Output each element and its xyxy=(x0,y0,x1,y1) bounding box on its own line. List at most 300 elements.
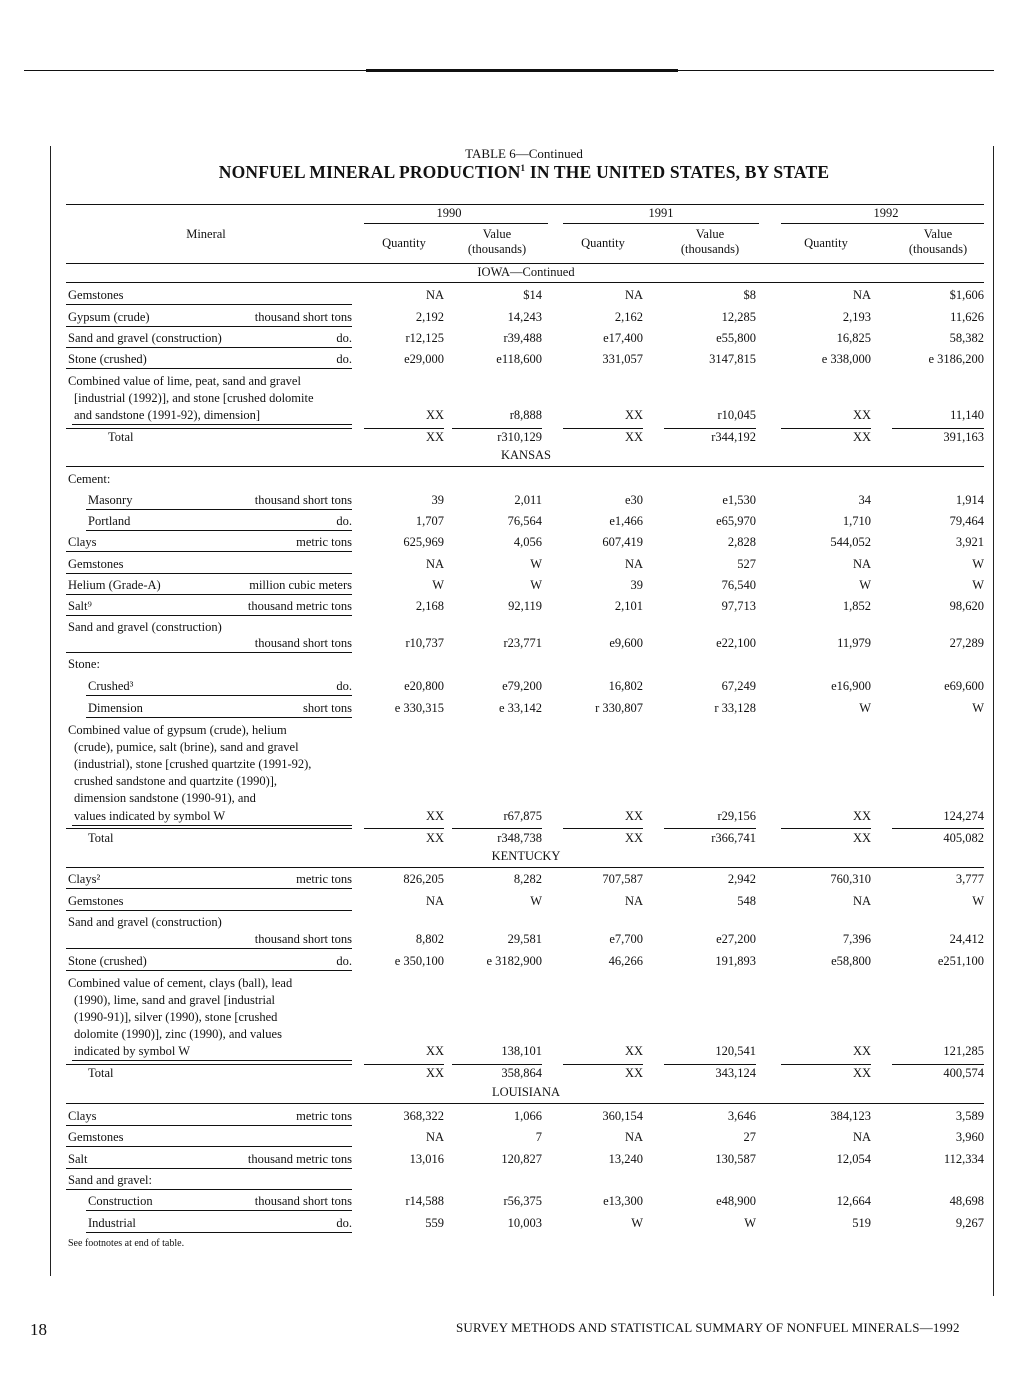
row-rule xyxy=(86,1232,352,1233)
row-value-cell: e 3182,900 xyxy=(486,954,542,968)
quantity-1992-header: Quantity xyxy=(804,236,848,250)
row-value-cell: 7 xyxy=(535,1130,542,1144)
value-1990-header-line1: Value xyxy=(482,227,512,241)
row-value-cell: 1,914 xyxy=(955,493,984,507)
row-rule xyxy=(86,717,352,718)
row-value-cell: r12,125 xyxy=(405,331,444,345)
total-rule xyxy=(664,1064,756,1065)
row-label: (industrial), stone [crushed quartzite (1991-92), xyxy=(74,757,312,771)
row-value-cell: e251,100 xyxy=(937,954,984,968)
row-value-cell: 544,052 xyxy=(830,535,871,549)
row-value-cell: 760,310 xyxy=(830,872,871,886)
row-value-cell: 391,163 xyxy=(943,430,984,444)
row-value-cell: XX xyxy=(852,430,871,444)
row-value-cell: 191,893 xyxy=(715,954,756,968)
row-value-cell: NA xyxy=(624,557,643,571)
quantity-1991-header: Quantity xyxy=(581,236,625,250)
row-unit: million cubic meters xyxy=(249,578,352,592)
row-value-cell: 358,864 xyxy=(501,1066,542,1080)
row-value-cell: $1,606 xyxy=(949,288,984,302)
row-value-cell: r56,375 xyxy=(503,1194,542,1208)
row-value-cell: r67,875 xyxy=(503,809,542,823)
row-unit: do. xyxy=(336,514,352,528)
row-value-cell: 46,266 xyxy=(608,954,643,968)
row-value-cell: NA xyxy=(852,557,871,571)
total-rule xyxy=(892,828,984,829)
row-value-cell: 67,249 xyxy=(721,679,756,693)
row-rule xyxy=(86,530,352,531)
row-value-cell: 27,289 xyxy=(949,636,984,650)
row-label: Salt xyxy=(68,1152,88,1166)
table-title-footnote-mark: 1 xyxy=(520,163,526,174)
row-rule xyxy=(86,509,352,510)
row-value-cell: 39 xyxy=(431,493,444,507)
row-value-cell: 519 xyxy=(852,1216,871,1230)
row-label: Combined value of gypsum (crude), helium xyxy=(68,723,287,737)
row-value-cell: 405,082 xyxy=(943,831,984,845)
row-rule xyxy=(66,948,352,949)
row-value-cell: 3147,815 xyxy=(709,352,756,366)
section-kentucky: KENTUCKY xyxy=(491,849,561,863)
row-label: Sand and gravel (construction) xyxy=(68,331,222,345)
value-1991-header xyxy=(664,227,756,257)
row-value-cell: XX xyxy=(425,430,444,444)
year-1992-header: 1992 xyxy=(873,206,899,220)
row-label: Gemstones xyxy=(68,1130,124,1144)
row-value-cell: W xyxy=(744,1216,756,1230)
row-unit: do. xyxy=(336,331,352,345)
row-rule xyxy=(66,1189,352,1190)
row-value-cell: 13,240 xyxy=(608,1152,643,1166)
row-value-cell: 826,205 xyxy=(403,872,444,886)
row-value-cell: 400,574 xyxy=(943,1066,984,1080)
total-rule xyxy=(452,1064,542,1065)
row-value-cell: XX xyxy=(852,831,871,845)
row-value-cell: 12,054 xyxy=(836,1152,871,1166)
row-value-cell: e7,700 xyxy=(609,932,643,946)
total-rule xyxy=(364,828,444,829)
row-value-cell: 3,960 xyxy=(955,1130,984,1144)
row-rule xyxy=(66,304,352,305)
row-unit: thousand metric tons xyxy=(247,1152,352,1166)
row-value-cell: e 33,142 xyxy=(498,701,542,715)
row-value-cell: 138,101 xyxy=(501,1044,542,1058)
total-rule xyxy=(892,428,984,429)
row-rule xyxy=(72,825,352,826)
total-rule xyxy=(66,428,352,429)
mineral-header: Mineral xyxy=(186,227,226,241)
row-label: Dimension xyxy=(88,701,143,715)
row-value-cell: 2,011 xyxy=(514,493,542,507)
row-value-cell: e58,800 xyxy=(831,954,871,968)
row-label: Gemstones xyxy=(68,288,124,302)
row-rule xyxy=(66,1125,352,1126)
row-label: Gemstones xyxy=(68,557,124,571)
row-value-cell: NA xyxy=(425,1130,444,1144)
row-value-cell: r 330,807 xyxy=(595,701,643,715)
value-1990-header xyxy=(452,227,542,257)
section-louisiana-rule xyxy=(66,1103,984,1104)
row-unit: do. xyxy=(336,352,352,366)
row-label: Clays xyxy=(68,535,97,549)
row-value-cell: r8,888 xyxy=(509,408,542,422)
row-value-cell: XX xyxy=(425,809,444,823)
row-value-cell: 625,969 xyxy=(403,535,444,549)
row-rule xyxy=(66,910,352,911)
row-value-cell: 527 xyxy=(737,557,756,571)
row-value-cell: 24,412 xyxy=(949,932,984,946)
total-rule xyxy=(563,1064,643,1065)
row-rule xyxy=(66,368,352,369)
row-rule xyxy=(66,594,352,595)
value-1992-header-line2: (thousands) xyxy=(908,242,968,256)
row-value-cell: $14 xyxy=(523,288,542,302)
row-value-cell: W xyxy=(972,894,984,908)
table-title xyxy=(0,162,1033,183)
year-1991-header: 1991 xyxy=(648,206,674,220)
row-value-cell: e65,970 xyxy=(716,514,756,528)
row-value-cell: e1,530 xyxy=(722,493,756,507)
row-value-cell: e22,100 xyxy=(716,636,756,650)
row-value-cell: 707,587 xyxy=(602,872,643,886)
row-value-cell: 121,285 xyxy=(943,1044,984,1058)
row-value-cell: e20,800 xyxy=(404,679,444,693)
row-value-cell: 1,710 xyxy=(842,514,871,528)
row-value-cell: W xyxy=(972,557,984,571)
row-label: Combined value of cement, clays (ball), lead xyxy=(68,976,293,990)
row-label: (1990-91)], silver (1990), stone [crushed xyxy=(74,1010,278,1024)
section-kansas: KANSAS xyxy=(500,448,551,462)
row-value-cell: 112,334 xyxy=(943,1152,984,1166)
row-value-cell: 368,322 xyxy=(403,1109,444,1123)
year-1992-rule xyxy=(781,223,984,224)
row-label: Helium (Grade-A) xyxy=(68,578,161,592)
row-value-cell: e55,800 xyxy=(716,331,756,345)
row-value-cell: e30 xyxy=(624,493,643,507)
row-label: dimension sandstone (1990-91), and xyxy=(74,791,256,805)
year-1990-rule xyxy=(364,223,548,224)
total-rule xyxy=(892,1064,984,1065)
row-value-cell: r14,588 xyxy=(405,1194,444,1208)
row-rule xyxy=(66,347,352,348)
row-unit: thousand short tons xyxy=(254,1194,352,1208)
row-value-cell: r344,192 xyxy=(711,430,756,444)
left-margin-line xyxy=(50,146,51,1276)
row-value-cell: 11,979 xyxy=(837,636,871,650)
row-value-cell: 2,942 xyxy=(727,872,756,886)
year-1990-header: 1990 xyxy=(436,206,462,220)
row-value-cell: W xyxy=(972,578,984,592)
header-bottom-rule xyxy=(66,263,984,264)
row-value-cell: XX xyxy=(852,1044,871,1058)
row-value-cell: 79,464 xyxy=(949,514,984,528)
row-value-cell: e 330,315 xyxy=(394,701,444,715)
row-value-cell: 27 xyxy=(743,1130,756,1144)
row-value-cell: 11,140 xyxy=(950,408,984,422)
row-unit: thousand short tons xyxy=(254,636,352,650)
row-unit: do. xyxy=(336,679,352,693)
total-rule xyxy=(563,828,643,829)
row-rule xyxy=(66,652,352,653)
row-unit: short tons xyxy=(303,701,352,715)
row-value-cell: e48,900 xyxy=(716,1194,756,1208)
row-value-cell: 12,285 xyxy=(721,310,756,324)
row-unit: thousand short tons xyxy=(254,932,352,946)
row-label: Construction xyxy=(88,1194,153,1208)
row-value-cell: 130,587 xyxy=(715,1152,756,1166)
row-value-cell: 16,825 xyxy=(836,331,871,345)
row-unit: thousand short tons xyxy=(254,493,352,507)
row-value-cell: 2,192 xyxy=(415,310,444,324)
row-value-cell: 120,541 xyxy=(715,1044,756,1058)
row-value-cell: XX xyxy=(624,408,643,422)
row-label: crushed sandstone and quartzite (1990)], xyxy=(74,774,278,788)
row-value-cell: 3,589 xyxy=(955,1109,984,1123)
row-value-cell: 124,274 xyxy=(943,809,984,823)
row-label: Clays² xyxy=(68,872,101,886)
row-value-cell: NA xyxy=(425,288,444,302)
row-value-cell: r348,738 xyxy=(497,831,542,845)
row-value-cell: XX xyxy=(624,1044,643,1058)
section-kentucky-rule xyxy=(66,867,984,868)
total-rule xyxy=(364,428,444,429)
row-value-cell: 76,564 xyxy=(507,514,542,528)
row-label: Total xyxy=(108,430,134,444)
footnote: See footnotes at end of table. xyxy=(68,1238,185,1249)
row-value-cell: e69,600 xyxy=(944,679,984,693)
row-value-cell: 1,852 xyxy=(842,599,871,613)
value-1991-header-line1: Value xyxy=(695,227,725,241)
table-label: TABLE 6—Continued xyxy=(465,146,583,161)
row-value-cell: W xyxy=(530,557,542,571)
row-unit: do. xyxy=(336,1216,352,1230)
row-value-cell: e 350,100 xyxy=(394,954,444,968)
row-value-cell: XX xyxy=(425,831,444,845)
row-label: Masonry xyxy=(88,493,133,507)
table-title-text: NONFUEL MINERAL PRODUCTION xyxy=(218,162,521,182)
row-value-cell: r10,045 xyxy=(717,408,756,422)
total-rule xyxy=(66,1064,352,1065)
row-value-cell: W xyxy=(972,701,984,715)
row-value-cell: 2,828 xyxy=(727,535,756,549)
value-1992-header xyxy=(892,227,984,257)
row-value-cell: 2,101 xyxy=(614,599,643,613)
row-label: Industrial xyxy=(88,1216,136,1230)
row-value-cell: 7,396 xyxy=(842,932,871,946)
running-footer: SURVEY METHODS AND STATISTICAL SUMMARY OF NONFUEL MINERALS—1992 xyxy=(456,1320,960,1335)
row-value-cell: 48,698 xyxy=(949,1194,984,1208)
row-value-cell: e118,600 xyxy=(496,352,542,366)
row-value-cell: NA xyxy=(852,894,871,908)
row-value-cell: e16,900 xyxy=(831,679,871,693)
row-value-cell: 3,921 xyxy=(955,535,984,549)
row-rule xyxy=(72,1060,352,1061)
row-value-cell: 3,646 xyxy=(727,1109,756,1123)
row-value-cell: XX xyxy=(425,408,444,422)
row-value-cell: W xyxy=(859,578,871,592)
row-value-cell: 1,066 xyxy=(513,1109,542,1123)
total-rule xyxy=(781,1064,871,1065)
row-value-cell: 343,124 xyxy=(715,1066,756,1080)
row-value-cell: 76,540 xyxy=(721,578,756,592)
row-label: values indicated by symbol W xyxy=(74,809,226,823)
row-value-cell: 39 xyxy=(630,578,643,592)
row-rule xyxy=(66,1146,352,1147)
row-value-cell: XX xyxy=(425,1066,444,1080)
row-label: Salt⁹ xyxy=(68,599,92,613)
row-unit: metric tons xyxy=(296,872,352,886)
row-value-cell: 29,581 xyxy=(507,932,542,946)
total-rule xyxy=(452,428,542,429)
row-value-cell: W xyxy=(432,578,444,592)
row-value-cell: XX xyxy=(624,430,643,444)
row-value-cell: XX xyxy=(624,809,643,823)
row-rule xyxy=(86,695,352,696)
row-value-cell: XX xyxy=(624,1066,643,1080)
right-margin-line xyxy=(993,146,994,1296)
row-value-cell: e29,000 xyxy=(404,352,444,366)
row-value-cell: NA xyxy=(624,894,643,908)
row-label: (1990), lime, sand and gravel [industrial xyxy=(74,993,275,1007)
row-value-cell: $8 xyxy=(743,288,756,302)
section-louisiana: LOUISIANA xyxy=(491,1085,561,1099)
row-value-cell: 120,827 xyxy=(501,1152,542,1166)
row-label: Total xyxy=(88,831,114,845)
row-value-cell: 34 xyxy=(858,493,871,507)
total-rule xyxy=(781,428,871,429)
row-unit: thousand metric tons xyxy=(247,599,352,613)
row-label: Stone (crushed) xyxy=(68,352,147,366)
total-rule xyxy=(664,828,756,829)
row-value-cell: 2,168 xyxy=(415,599,444,613)
row-value-cell: XX xyxy=(852,809,871,823)
row-value-cell: 607,419 xyxy=(602,535,643,549)
row-rule xyxy=(66,970,352,971)
row-value-cell: 8,802 xyxy=(415,932,444,946)
row-value-cell: NA xyxy=(425,894,444,908)
row-label: Sand and gravel (construction) xyxy=(68,620,222,634)
row-value-cell: 97,713 xyxy=(721,599,756,613)
row-rule xyxy=(66,573,352,574)
row-value-cell: 1,707 xyxy=(415,514,444,528)
row-value-cell: 58,382 xyxy=(949,331,984,345)
row-label: Sand and gravel (construction) xyxy=(68,915,222,929)
row-value-cell: r310,129 xyxy=(497,430,542,444)
row-value-cell: e27,200 xyxy=(716,932,756,946)
row-value-cell: 14,243 xyxy=(507,310,542,324)
row-value-cell: 98,620 xyxy=(949,599,984,613)
row-label: Gypsum (crude) xyxy=(68,310,150,324)
row-rule xyxy=(66,888,352,889)
row-unit: metric tons xyxy=(296,1109,352,1123)
row-label: [industrial (1992)], and stone [crushed dolomite xyxy=(74,391,314,405)
row-label: Cement: xyxy=(68,472,111,486)
row-value-cell: 92,119 xyxy=(508,599,542,613)
row-label: and sandstone (1991-92), dimension] xyxy=(74,408,261,422)
row-value-cell: 2,162 xyxy=(614,310,643,324)
row-value-cell: XX xyxy=(624,831,643,845)
row-value-cell: 3,777 xyxy=(955,872,984,886)
row-label: indicated by symbol W xyxy=(74,1044,191,1058)
row-label: Gemstones xyxy=(68,894,124,908)
row-rule xyxy=(66,615,352,616)
row-value-cell: NA xyxy=(624,288,643,302)
year-1991-rule xyxy=(563,223,759,224)
row-value-cell: r23,771 xyxy=(503,636,542,650)
row-label: Total xyxy=(88,1066,114,1080)
row-value-cell: 559 xyxy=(425,1216,444,1230)
value-1990-header-line2: (thousands) xyxy=(467,242,527,256)
row-value-cell: e 3186,200 xyxy=(928,352,984,366)
row-value-cell: r10,737 xyxy=(405,636,444,650)
row-value-cell: 11,626 xyxy=(950,310,984,324)
row-value-cell: 9,267 xyxy=(955,1216,984,1230)
row-label: Combined value of lime, peat, sand and gravel xyxy=(68,374,301,388)
row-label: (crude), pumice, salt (brine), sand and gravel xyxy=(74,740,299,754)
row-unit: thousand short tons xyxy=(254,310,352,324)
value-1991-header-line2: (thousands) xyxy=(680,242,740,256)
row-value-cell: NA xyxy=(852,288,871,302)
page-number: 18 xyxy=(30,1320,47,1339)
total-rule xyxy=(781,828,871,829)
row-unit: do. xyxy=(336,954,352,968)
row-value-cell: e13,300 xyxy=(603,1194,643,1208)
row-value-cell: XX xyxy=(425,1044,444,1058)
row-rule xyxy=(66,1168,352,1169)
row-value-cell: 548 xyxy=(737,894,756,908)
total-rule xyxy=(452,828,542,829)
row-value-cell: XX xyxy=(852,1066,871,1080)
total-rule xyxy=(563,428,643,429)
top-rule-accent xyxy=(366,69,678,72)
row-label: Stone (crushed) xyxy=(68,954,147,968)
row-rule xyxy=(66,551,352,552)
row-label: Sand and gravel: xyxy=(68,1173,153,1187)
row-value-cell: 12,664 xyxy=(836,1194,871,1208)
row-rule xyxy=(72,424,352,425)
row-rule xyxy=(66,326,352,327)
section-kansas-rule xyxy=(66,466,984,467)
row-rule xyxy=(86,1210,352,1211)
row-value-cell: 2,193 xyxy=(842,310,871,324)
row-value-cell: r39,488 xyxy=(503,331,542,345)
total-rule xyxy=(364,1064,444,1065)
total-rule xyxy=(664,428,756,429)
row-value-cell: 8,282 xyxy=(513,872,542,886)
row-value-cell: W xyxy=(631,1216,643,1230)
row-value-cell: e17,400 xyxy=(603,331,643,345)
section-iowa: IOWA—Continued xyxy=(477,265,575,279)
row-label: Clays xyxy=(68,1109,97,1123)
row-label: dolomite (1990)], zinc (1990), and values xyxy=(74,1027,282,1041)
value-1992-header-line1: Value xyxy=(923,227,953,241)
row-value-cell: 384,123 xyxy=(830,1109,871,1123)
row-value-cell: e79,200 xyxy=(502,679,542,693)
row-value-cell: NA xyxy=(624,1130,643,1144)
row-value-cell: e 338,000 xyxy=(821,352,871,366)
row-label: Crushed³ xyxy=(88,679,134,693)
row-value-cell: W xyxy=(530,578,542,592)
row-value-cell: NA xyxy=(425,557,444,571)
row-value-cell: r366,741 xyxy=(711,831,756,845)
row-value-cell: W xyxy=(859,701,871,715)
row-value-cell: e9,600 xyxy=(609,636,643,650)
row-value-cell: 10,003 xyxy=(507,1216,542,1230)
row-value-cell: 331,057 xyxy=(602,352,643,366)
row-unit: metric tons xyxy=(296,535,352,549)
row-value-cell: 16,802 xyxy=(608,679,643,693)
row-value-cell: NA xyxy=(852,1130,871,1144)
